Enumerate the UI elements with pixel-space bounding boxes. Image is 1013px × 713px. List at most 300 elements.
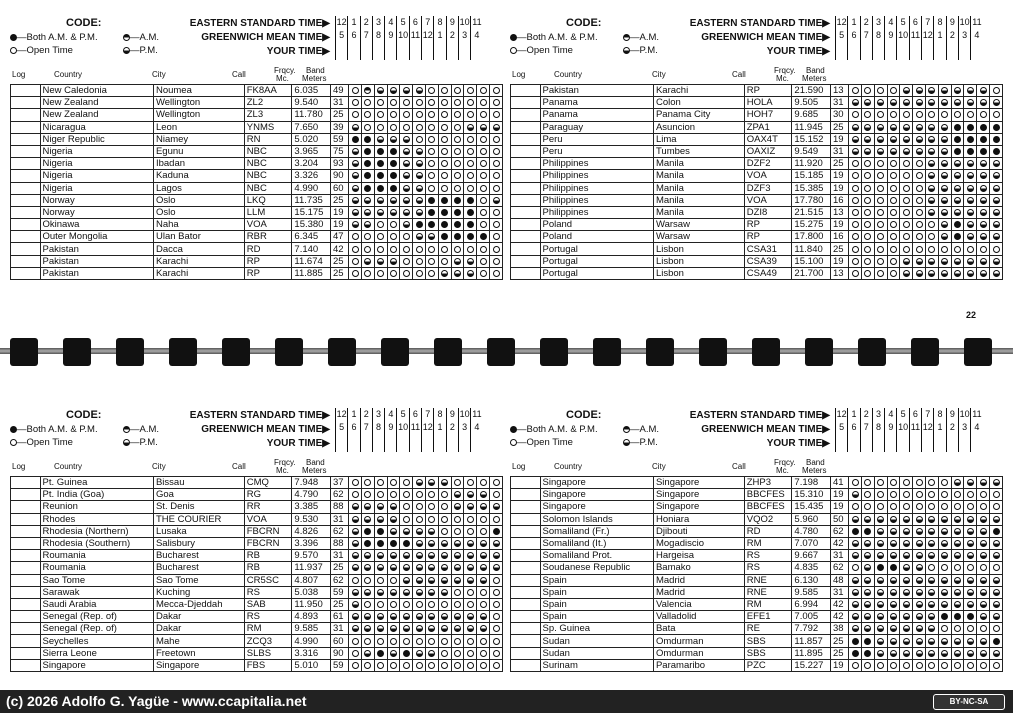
pm-dot-icon [954, 160, 961, 167]
band-cell: 59 [330, 586, 348, 598]
pm-dot-icon [864, 625, 871, 632]
open-dot-icon [493, 516, 500, 523]
open-dot-icon [441, 662, 448, 669]
pm-dot-icon [467, 613, 474, 620]
log-cell[interactable] [511, 97, 541, 109]
open-dot-icon [916, 491, 923, 498]
hour-cell [938, 219, 951, 231]
hour-cell [464, 537, 477, 549]
log-cell[interactable] [11, 85, 41, 97]
open-dot-icon [916, 662, 923, 669]
hour-cell [951, 501, 964, 513]
hour-cell [477, 255, 490, 267]
log-cell[interactable] [511, 133, 541, 145]
pm-dot-icon [864, 540, 871, 547]
open-dot-icon [390, 233, 397, 240]
log-cell[interactable] [11, 562, 41, 574]
hour-cell [477, 574, 490, 586]
hour-cell [451, 206, 464, 218]
log-cell[interactable] [511, 659, 541, 671]
call-cell: CSA31 [744, 243, 792, 255]
log-cell[interactable] [511, 121, 541, 133]
log-cell[interactable] [11, 255, 41, 267]
pm-dot-icon [480, 503, 487, 510]
est-hour: 12 [336, 17, 347, 27]
pm-dot-icon [941, 124, 948, 131]
pm-dot-icon [377, 589, 384, 596]
hour-cell [349, 647, 362, 659]
band-cell: 59 [330, 659, 348, 671]
pm-dot-icon [454, 613, 461, 620]
hour-cell [451, 537, 464, 549]
est-hour: 11 [472, 409, 482, 419]
band-cell: 93 [330, 158, 348, 170]
hour-cell [464, 501, 477, 513]
log-cell[interactable] [511, 611, 541, 623]
hour-cell [400, 623, 413, 635]
hour-cell [938, 623, 951, 635]
hour-cell [926, 501, 939, 513]
open-dot-icon [403, 246, 410, 253]
hour-column [433, 408, 445, 452]
hour-cell [387, 109, 400, 121]
log-cell[interactable] [511, 231, 541, 243]
open-dot-icon [416, 491, 423, 498]
hour-cell [426, 611, 439, 623]
call-cell: ZCQ3 [244, 635, 292, 647]
gmt-label: GREENWICH MEAN TIME▶ [701, 32, 830, 43]
hour-cell [977, 598, 990, 610]
log-cell[interactable] [11, 501, 41, 513]
hour-cell [861, 586, 874, 598]
open-dot-icon [890, 87, 897, 94]
log-cell[interactable] [511, 489, 541, 501]
hour-cell [413, 611, 426, 623]
hour-cell [951, 206, 964, 218]
pm-dot-icon [403, 613, 410, 620]
log-cell[interactable] [11, 206, 41, 218]
pm-dot-icon [941, 589, 948, 596]
log-cell[interactable] [511, 550, 541, 562]
pm-dot-icon [980, 516, 987, 523]
open-dot-icon [364, 479, 371, 486]
city-cell: Karachi [653, 85, 744, 97]
hour-cell [387, 182, 400, 194]
hour-cell [374, 109, 387, 121]
hour-cell [490, 145, 503, 157]
hour-cell [977, 158, 990, 170]
hour-cell [977, 537, 990, 549]
open-dot-icon [890, 172, 897, 179]
log-cell[interactable] [511, 623, 541, 635]
est-hour: 2 [363, 17, 369, 27]
log-cell[interactable] [11, 231, 41, 243]
hour-cell [887, 267, 900, 279]
log-cell[interactable] [511, 586, 541, 598]
hour-cell [900, 206, 913, 218]
log-cell[interactable] [11, 145, 41, 157]
hour-cell [938, 586, 951, 598]
pm-dot-icon [416, 613, 423, 620]
band-unit-header: Meters [302, 466, 327, 475]
hour-cell [964, 659, 977, 671]
country-cell: Pakistan [40, 255, 153, 267]
log-cell[interactable] [511, 194, 541, 206]
pm-dot-icon [928, 528, 935, 535]
hour-cell [874, 97, 887, 109]
table-row [11, 586, 503, 598]
log-cell[interactable] [511, 501, 541, 513]
log-cell[interactable] [511, 85, 541, 97]
pm-dot-icon [428, 479, 435, 486]
hour-cell [374, 206, 387, 218]
open-dot-icon [390, 601, 397, 608]
table-row [511, 635, 1003, 647]
log-cell[interactable] [511, 206, 541, 218]
hour-cell [861, 206, 874, 218]
log-cell[interactable] [11, 586, 41, 598]
hour-cell [900, 501, 913, 513]
hour-cell [438, 647, 451, 659]
hour-cell [490, 194, 503, 206]
table-row [11, 477, 503, 489]
log-cell[interactable] [511, 562, 541, 574]
frequency-cell: 3.396 [292, 537, 331, 549]
open-dot-icon [441, 172, 448, 179]
open-dot-icon [377, 479, 384, 486]
open-dot-icon [877, 209, 884, 216]
binding-coil [805, 338, 833, 366]
legend-open [10, 45, 73, 56]
pm-dot-icon [941, 638, 948, 645]
log-cell[interactable] [11, 121, 41, 133]
hour-cell [400, 182, 413, 194]
full-dot-icon [993, 148, 1000, 155]
open-dot-icon [928, 233, 935, 240]
pm-dot-icon [123, 47, 130, 54]
country-cell: Soudanese Republic [540, 562, 653, 574]
hour-cell [861, 255, 874, 267]
pm-dot-icon [623, 47, 630, 54]
hour-cell [951, 586, 964, 598]
binding-coil [116, 338, 144, 366]
band-cell: 25 [830, 243, 848, 255]
pm-dot-icon [390, 613, 397, 620]
pm-dot-icon [352, 540, 359, 547]
log-cell[interactable] [511, 574, 541, 586]
country-header: Country [554, 462, 583, 471]
hour-cell [374, 574, 387, 586]
hour-cell [451, 586, 464, 598]
hour-cell [977, 477, 990, 489]
open-dot-icon [480, 258, 487, 265]
log-cell[interactable] [511, 145, 541, 157]
open-dot-icon [377, 491, 384, 498]
hour-cell [477, 635, 490, 647]
country-cell: Pt. India (Goa) [40, 489, 153, 501]
full-dot-icon [377, 160, 384, 167]
hour-cell [490, 489, 503, 501]
call-cell: RM [744, 537, 792, 549]
hour-cell [490, 550, 503, 562]
open-dot-icon [980, 491, 987, 498]
pm-dot-icon [390, 136, 397, 143]
hour-cell [387, 97, 400, 109]
open-dot-icon [877, 270, 884, 277]
frequency-cell: 4.893 [292, 611, 331, 623]
log-cell[interactable] [11, 611, 41, 623]
frequency-cell: 7.198 [792, 477, 831, 489]
pm-dot-icon [890, 552, 897, 559]
hour-cell [849, 574, 862, 586]
city-cell: Bissau [153, 477, 244, 489]
band-cell: 42 [830, 537, 848, 549]
gmt-hour: 10 [898, 422, 909, 432]
city-cell: Leon [153, 121, 244, 133]
country-cell: Somaliland (Fr.) [540, 525, 653, 537]
open-dot-icon [428, 99, 435, 106]
pm-dot-icon [877, 638, 884, 645]
pm-dot-icon [403, 577, 410, 584]
open-dot-icon [441, 516, 448, 523]
hour-cell [874, 243, 887, 255]
log-cell[interactable] [511, 109, 541, 121]
hour-cell [926, 611, 939, 623]
log-cell[interactable] [11, 623, 41, 635]
hour-cell [426, 477, 439, 489]
hour-cell [964, 598, 977, 610]
pm-dot-icon [993, 601, 1000, 608]
open-dot-icon [877, 185, 884, 192]
open-dot-icon [864, 270, 871, 277]
open-dot-icon [364, 491, 371, 498]
pm-dot-icon [428, 233, 435, 240]
hour-cell [413, 85, 426, 97]
pm-dot-icon [352, 148, 359, 155]
pm-dot-icon [852, 540, 859, 547]
log-cell[interactable] [11, 574, 41, 586]
hour-cell [426, 85, 439, 97]
open-dot-icon [954, 564, 961, 571]
est-hour: 11 [972, 409, 982, 419]
legend-am [623, 424, 659, 435]
log-cell[interactable] [11, 182, 41, 194]
log-cell[interactable] [511, 255, 541, 267]
hour-cell [361, 231, 374, 243]
hour-cell [964, 635, 977, 647]
country-cell: Sao Tome [40, 574, 153, 586]
hour-cell [400, 109, 413, 121]
city-cell: Warsaw [653, 231, 744, 243]
table-row [511, 537, 1003, 549]
log-cell[interactable] [11, 525, 41, 537]
pm-dot-icon [903, 136, 910, 143]
band-cell: 16 [830, 194, 848, 206]
log-cell[interactable] [11, 537, 41, 549]
log-cell[interactable] [11, 219, 41, 231]
log-cell[interactable] [511, 513, 541, 525]
est-hour: 1 [851, 409, 857, 419]
hour-cell [849, 109, 862, 121]
country-cell: Portugal [540, 243, 653, 255]
log-cell[interactable] [11, 477, 41, 489]
table-row [511, 145, 1003, 157]
pm-dot-icon [903, 613, 910, 620]
hour-cell [964, 562, 977, 574]
open-dot-icon [941, 564, 948, 571]
open-dot-icon [852, 564, 859, 571]
pm-dot-icon [877, 528, 884, 535]
log-cell[interactable] [511, 243, 541, 255]
city-cell: Warsaw [653, 219, 744, 231]
hour-cell [913, 586, 926, 598]
log-cell[interactable] [11, 598, 41, 610]
hour-cell [464, 170, 477, 182]
binding-coil [964, 338, 992, 366]
log-cell[interactable] [11, 133, 41, 145]
open-dot-icon [967, 564, 974, 571]
schedule-panel [508, 14, 1005, 298]
hour-cell [964, 647, 977, 659]
open-dot-icon [493, 577, 500, 584]
hour-cell [400, 243, 413, 255]
log-cell[interactable] [511, 267, 541, 279]
pm-dot-icon [941, 185, 948, 192]
log-cell[interactable] [11, 109, 41, 121]
log-cell[interactable] [11, 550, 41, 562]
log-cell[interactable] [11, 194, 41, 206]
log-cell[interactable] [511, 219, 541, 231]
log-cell[interactable] [11, 170, 41, 182]
hour-cell [977, 170, 990, 182]
hour-cell [861, 550, 874, 562]
hour-cell [964, 121, 977, 133]
band-cell: 25 [330, 562, 348, 574]
frequency-cell: 11.840 [792, 243, 831, 255]
hour-cell [990, 513, 1003, 525]
pm-dot-icon [928, 638, 935, 645]
hour-cell [874, 562, 887, 574]
table-row [11, 611, 503, 623]
pm-dot-icon [352, 613, 359, 620]
hour-cell [490, 121, 503, 133]
hour-cell [900, 170, 913, 182]
open-dot-icon [890, 258, 897, 265]
hour-cell [413, 513, 426, 525]
hour-cell [964, 182, 977, 194]
country-cell: Outer Mongolia [40, 231, 153, 243]
log-cell[interactable] [511, 537, 541, 549]
log-cell[interactable] [11, 243, 41, 255]
log-cell[interactable] [511, 182, 541, 194]
hour-cell [913, 562, 926, 574]
hour-cell [964, 133, 977, 145]
hour-cell [900, 537, 913, 549]
pm-dot-icon [852, 136, 859, 143]
est-hour: 4 [888, 409, 894, 419]
table-row [511, 525, 1003, 537]
pm-dot-icon [441, 577, 448, 584]
hour-cell [990, 267, 1003, 279]
pm-dot-icon [352, 124, 359, 131]
gmt-hour: 9 [888, 422, 894, 432]
log-cell[interactable] [11, 267, 41, 279]
hour-cell [990, 635, 1003, 647]
open-dot-icon [980, 564, 987, 571]
hour-cell [964, 243, 977, 255]
log-cell[interactable] [511, 635, 541, 647]
country-header: Country [554, 70, 583, 79]
log-cell[interactable] [511, 525, 541, 537]
call-cell: ZL2 [244, 97, 292, 109]
hour-cell [990, 145, 1003, 157]
log-cell[interactable] [11, 659, 41, 671]
hour-cell [900, 574, 913, 586]
hour-cell [349, 182, 362, 194]
pm-dot-icon [928, 160, 935, 167]
full-dot-icon [364, 172, 371, 179]
log-cell[interactable] [11, 647, 41, 659]
pm-dot-icon [352, 185, 359, 192]
hour-cell [413, 550, 426, 562]
pm-dot-icon [364, 209, 371, 216]
band-cell: 19 [830, 255, 848, 267]
hour-cell [374, 158, 387, 170]
hour-column [372, 408, 384, 452]
log-cell[interactable] [11, 635, 41, 647]
log-cell[interactable] [511, 477, 541, 489]
hour-cell [938, 85, 951, 97]
hour-cell [849, 158, 862, 170]
pm-dot-icon [441, 270, 448, 277]
pm-dot-icon [903, 650, 910, 657]
city-cell: Panama City [653, 109, 744, 121]
pm-dot-icon [916, 87, 923, 94]
full-dot-icon [390, 172, 397, 179]
binding-coil [10, 338, 38, 366]
hour-cell [361, 206, 374, 218]
pm-dot-icon [941, 650, 948, 657]
band-cell: 19 [830, 659, 848, 671]
hour-cell [990, 598, 1003, 610]
log-cell[interactable] [11, 97, 41, 109]
hour-cell [349, 659, 362, 671]
pm-dot-icon [903, 148, 910, 155]
table-row [11, 219, 503, 231]
hour-cell [951, 513, 964, 525]
log-cell[interactable] [11, 158, 41, 170]
log-cell[interactable] [11, 489, 41, 501]
hour-cell [464, 133, 477, 145]
log-cell[interactable] [511, 158, 541, 170]
log-cell[interactable] [511, 170, 541, 182]
log-cell[interactable] [511, 598, 541, 610]
full-dot-icon [877, 564, 884, 571]
country-cell: Rhodesia (Northern) [40, 525, 153, 537]
hour-cell [413, 121, 426, 133]
frequency-cell: 9.505 [792, 97, 831, 109]
log-cell[interactable] [511, 647, 541, 659]
table-row [11, 85, 503, 97]
pm-dot-icon [993, 589, 1000, 596]
open-dot-icon [416, 503, 423, 510]
pm-dot-icon [428, 577, 435, 584]
log-cell[interactable] [11, 513, 41, 525]
country-cell: Spain [540, 574, 653, 586]
hour-cell [951, 267, 964, 279]
hour-cell [926, 267, 939, 279]
band-cell: 88 [330, 537, 348, 549]
